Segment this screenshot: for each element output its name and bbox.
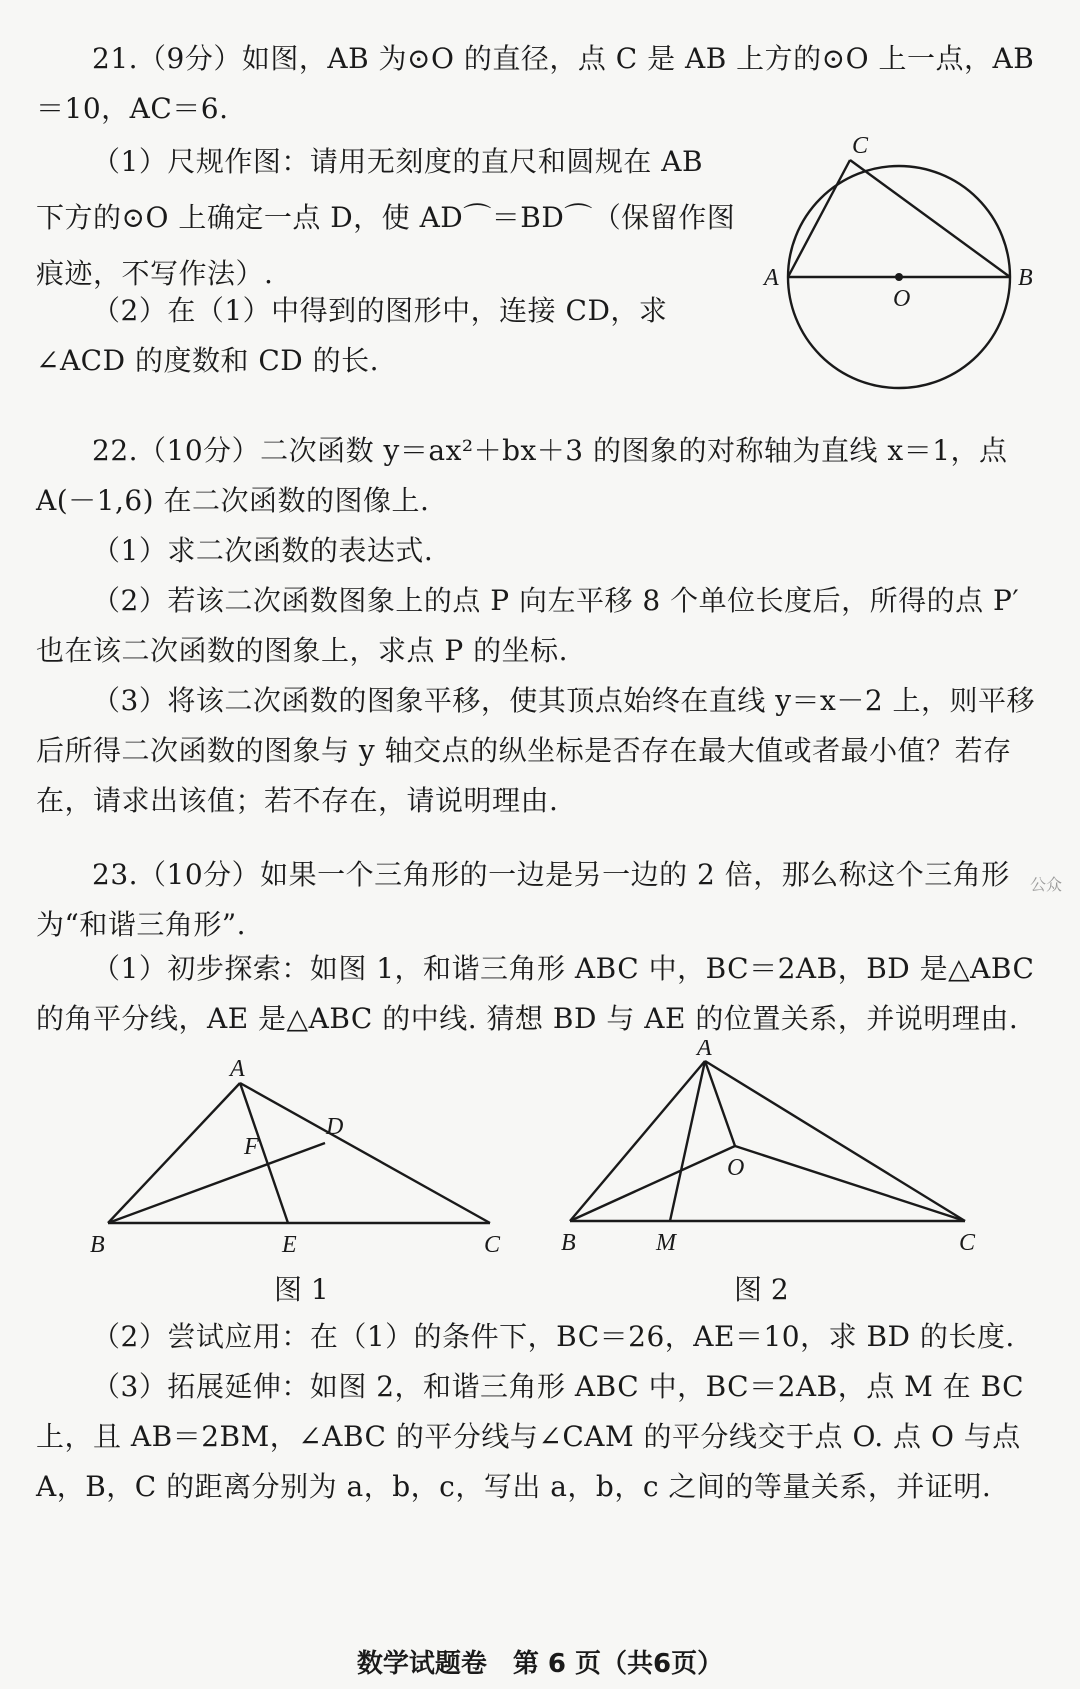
q23-figure-2 bbox=[555, 1040, 995, 1265]
fig1-label-e: E bbox=[282, 1232, 297, 1258]
q23-part3: （3）拓展延伸：如图 2，和谐三角形 ABC 中，BC＝2AB，点 M 在 BC 上，且 AB＝2BM，∠ABC 的平分线与∠CAM 的平分线交于点 O. 点 O 与点 A，B，C 的距离分别为 a，b，c，写出 a，b，c 之间的等量关系，并证明. bbox=[36, 1370, 1034, 1503]
label-o: O bbox=[893, 286, 911, 312]
fig1-label-b: B bbox=[90, 1232, 105, 1258]
q21-part1: （1）尺规作图：请用无刻度的直尺和圆规在 AB 下方的⊙O 上确定一点 D，使 AD⌒＝BD⌒（保留作图痕迹，不写作法）. bbox=[36, 145, 736, 290]
chord-ac bbox=[788, 160, 850, 277]
bisector-bd bbox=[108, 1143, 325, 1223]
segment-co bbox=[735, 1146, 965, 1221]
fig2-caption: 图 2 bbox=[734, 1273, 789, 1306]
fig1-caption: 图 1 bbox=[274, 1273, 329, 1306]
q23-part1: （1）初步探索：如图 1，和谐三角形 ABC 中，BC＝2AB，BD 是△ABC 的角平分线，AE 是△ABC 的中线. 猜想 BD 与 AE 的位置关系，并说明理由. bbox=[36, 952, 1044, 1035]
center-dot bbox=[895, 273, 903, 281]
watermark-text: 公众 bbox=[1030, 875, 1063, 894]
side-ab bbox=[108, 1083, 240, 1223]
q21-figure-circle bbox=[760, 120, 1040, 410]
segment-am bbox=[670, 1061, 705, 1221]
label-c: C bbox=[852, 133, 869, 159]
q22-part3: （3）将该二次函数的图象平移，使其顶点始终在直线 y＝x－2 上，则平移后所得二次函数的图象与 y 轴交点的纵坐标是否存在最大值或者最小值？若存在，请求出该值；若不存在，请说明理由. bbox=[36, 684, 1036, 817]
page-footer: 数学试题卷 第 6 页（共6页） bbox=[356, 1649, 724, 1679]
q22-stem: 22.（10分）二次函数 y＝ax²＋bx＋3 的图象的对称轴为直线 x＝1，点 A(－1,6) 在二次函数的图像上. bbox=[36, 434, 1017, 517]
fig1-label-d: D bbox=[326, 1114, 344, 1140]
fig1-label-c: C bbox=[484, 1232, 501, 1258]
q21-stem: 21.（9分）如图，AB 为⊙O 的直径，点 C 是 AB 上方的⊙O 上一点，AB＝10，AC＝6. bbox=[36, 42, 1035, 125]
chord-bc bbox=[850, 160, 1010, 277]
q21-part2: （2）在（1）中得到的图形中，连接 CD，求∠ACD 的度数和 CD 的长. bbox=[36, 294, 668, 377]
q22-part1: （1）求二次函数的表达式. bbox=[92, 534, 434, 567]
segment-bo bbox=[570, 1146, 735, 1221]
label-a: A bbox=[764, 265, 779, 291]
q22-part2: （2）若该二次函数图象上的点 P 向左平移 8 个单位长度后，所得的点 P′也在该二次函数的图象上，求点 P 的坐标. bbox=[36, 584, 1020, 667]
fig2-label-o: O bbox=[727, 1155, 745, 1181]
side-ab bbox=[570, 1061, 705, 1221]
label-b: B bbox=[1018, 265, 1033, 291]
fig2-label-c: C bbox=[959, 1230, 976, 1256]
fig2-label-a: A bbox=[697, 1040, 712, 1061]
side-ac bbox=[240, 1083, 490, 1223]
side-ac bbox=[705, 1061, 965, 1221]
segment-ao bbox=[705, 1061, 735, 1146]
q23-stem: 23.（10分）如果一个三角形的一边是另一边的 2 倍，那么称这个三角形为“和谐三角形”. bbox=[36, 858, 1010, 941]
fig2-label-b: B bbox=[561, 1230, 576, 1256]
fig1-label-f: F bbox=[244, 1134, 259, 1160]
fig1-label-a: A bbox=[230, 1056, 245, 1082]
q23-figure-1 bbox=[80, 1050, 520, 1265]
fig2-label-m: M bbox=[656, 1230, 676, 1256]
q23-part2: （2）尝试应用：在（1）的条件下，BC＝26，AE＝10，求 BD 的长度. bbox=[92, 1320, 1015, 1353]
